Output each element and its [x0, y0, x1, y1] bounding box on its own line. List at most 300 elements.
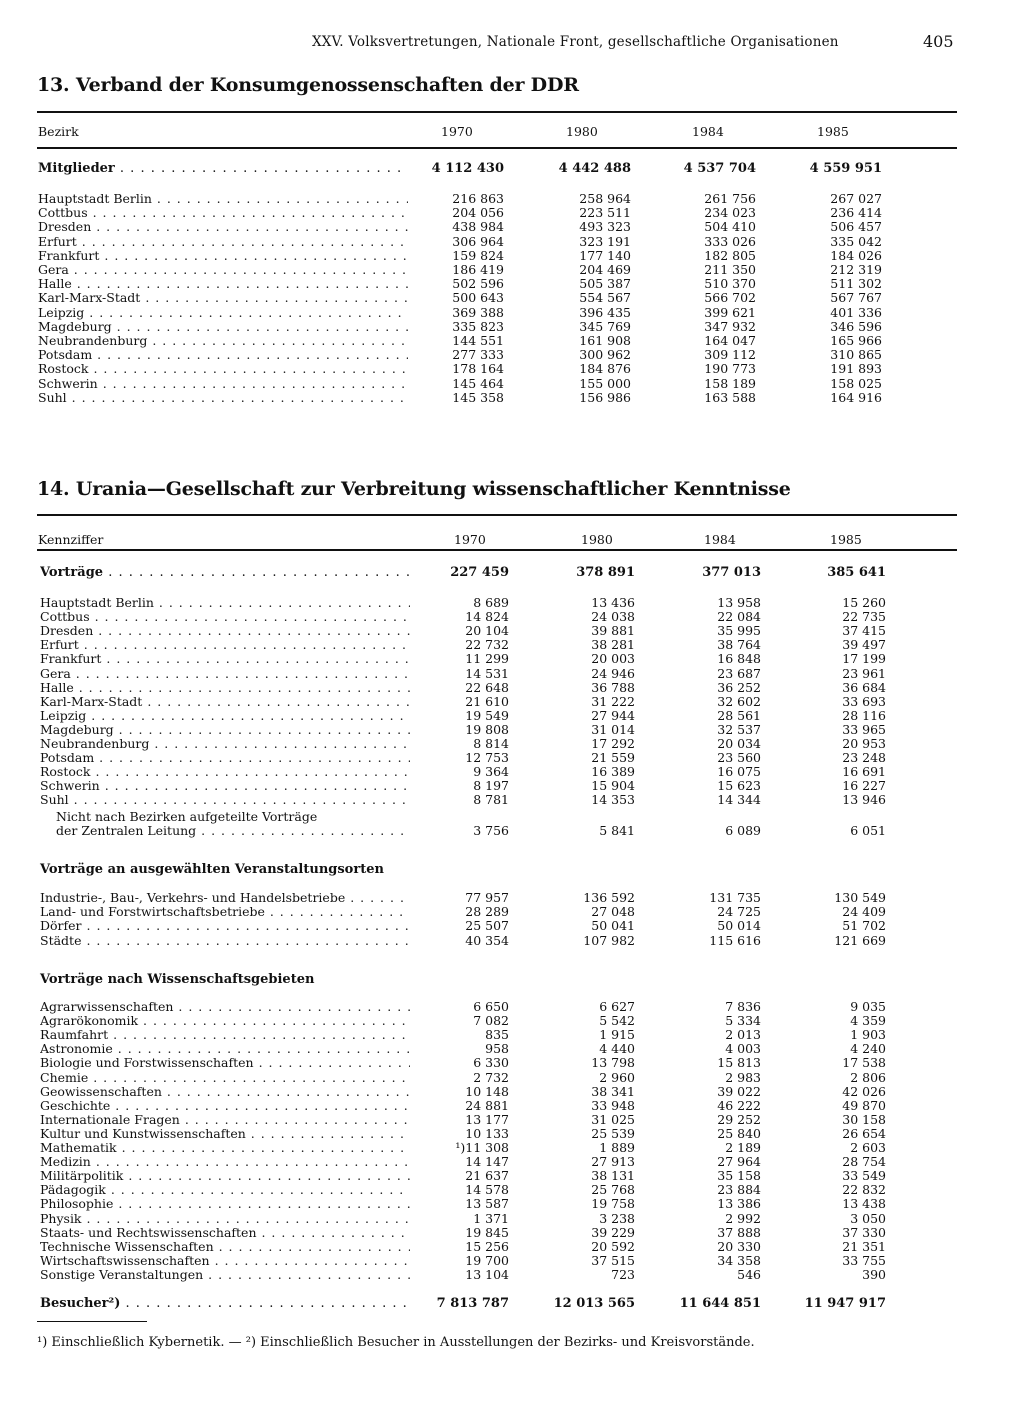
table-row [0, 1014, 1024, 1028]
row-label: Militärpolitik . . . [40, 1169, 410, 1183]
row-label: Schwerin . . . [38, 377, 408, 391]
cell-value: 32 537 [717, 721, 761, 737]
cell-value: 306 964 [452, 233, 504, 249]
cell-value: 7 836 [725, 999, 761, 1014]
table-row [0, 1226, 1024, 1240]
row-label: Philosophie . . . [40, 1197, 410, 1211]
row-label-line1: Nicht nach Bezirken aufgeteilte Vorträge [56, 809, 318, 824]
cell-value: 13 946 [842, 792, 886, 808]
table-row [0, 1240, 1024, 1254]
cell-value: 39 881 [591, 623, 635, 639]
table-row [0, 1071, 1024, 1085]
cell-value: 5 841 [599, 823, 635, 838]
row-label: Wirtschaftswissenschaften . . . [40, 1254, 410, 1268]
table-row [0, 306, 1024, 320]
cell-value: 190 773 [704, 361, 756, 377]
cell-value: 4 112 430 [431, 161, 504, 176]
table-row [0, 667, 1024, 681]
cell-value: 26 654 [842, 1125, 886, 1141]
cell-value: 13 386 [717, 1196, 761, 1212]
cell-value: 145 358 [452, 389, 504, 405]
cell-value: 144 551 [452, 333, 504, 348]
cell-value: 510 370 [704, 276, 756, 292]
row-label: Agrarwissenschaften . . . [40, 1000, 410, 1014]
table-row [0, 638, 1024, 652]
row-label: Potsdam . . . [38, 348, 408, 362]
row-label: Astronomie . . . [40, 1042, 410, 1056]
row-label: Hauptstadt Berlin . . . [40, 596, 410, 610]
cell-value: 34 358 [717, 1252, 761, 1268]
cell-value: 390 [862, 1266, 886, 1282]
row-label: Schwerin . . . [40, 779, 410, 793]
cell-value: 2 992 [725, 1210, 761, 1226]
cell-value: 2 013 [725, 1027, 761, 1043]
row-label: Neubrandenburg . . . [40, 737, 410, 751]
cell-value: 554 567 [579, 290, 631, 306]
table-row [0, 348, 1024, 362]
cell-value: 186 419 [452, 262, 504, 277]
column-header-year: 1984 [692, 124, 724, 139]
cell-value: 502 596 [452, 276, 504, 292]
cell-value: 30 158 [842, 1111, 886, 1127]
cell-value: 16 075 [717, 764, 761, 780]
cell-value: 33 948 [591, 1097, 635, 1113]
cell-value: 335 823 [452, 318, 504, 334]
cell-value: 29 252 [717, 1111, 761, 1127]
cell-value: 38 131 [591, 1168, 635, 1184]
cell-value: 37 415 [842, 623, 886, 639]
table-row [0, 610, 1024, 624]
subsection-heading: Vorträge an ausgewählten Veranstaltungsorten [40, 862, 384, 877]
cell-value: 15 623 [717, 778, 761, 794]
cell-value: 22 648 [465, 679, 509, 695]
cell-value: 4 240 [850, 1041, 886, 1057]
cell-value: 33 549 [842, 1168, 886, 1184]
cell-value: 13 958 [717, 595, 761, 610]
cell-value: 5 542 [599, 1013, 635, 1029]
cell-value: 300 962 [579, 347, 631, 363]
row-label: Suhl . . . [40, 793, 410, 807]
row-label: Frankfurt . . . [40, 652, 410, 666]
row-label: Besucher²) . . . [40, 1297, 410, 1311]
cell-value: 14 531 [465, 665, 509, 681]
table-row [0, 596, 1024, 610]
cell-value: 16 389 [591, 764, 635, 780]
cell-value: 261 756 [704, 191, 756, 206]
cell-value: 22 832 [842, 1182, 886, 1198]
table-row [0, 377, 1024, 391]
cell-value: 15 813 [717, 1055, 761, 1071]
cell-value: 31 025 [591, 1111, 635, 1127]
cell-value: 38 281 [591, 637, 635, 653]
row-label: Biologie und Forstwissenschaften . . . [40, 1056, 410, 1070]
cell-value: 6 051 [850, 823, 886, 838]
cell-value: 24 946 [591, 665, 635, 681]
cell-value: 211 350 [704, 262, 756, 277]
table-row [0, 723, 1024, 737]
row-label: Industrie-, Bau-, Verkehrs- und Handelsbetriebe . . . [40, 891, 410, 905]
cell-value: 8 781 [473, 792, 509, 808]
table-13-title: 13. Verband der Konsumgenossenschaften der DDR [37, 74, 579, 96]
row-label: Magdeburg . . . [38, 320, 408, 334]
cell-value: 28 754 [842, 1154, 886, 1170]
row-label: Geschichte . . . [40, 1099, 410, 1113]
cell-value: 2 960 [599, 1069, 635, 1085]
row-label: Gera . . . [38, 263, 408, 277]
cell-value: 309 112 [704, 347, 756, 363]
table-row [0, 1141, 1024, 1155]
table-row [0, 320, 1024, 334]
cell-value: 39 229 [591, 1224, 635, 1240]
cell-value: 37 515 [591, 1252, 635, 1268]
cell-value: 13 587 [465, 1196, 509, 1212]
cell-value: 24 881 [465, 1097, 509, 1113]
cell-value: 15 260 [842, 595, 886, 610]
cell-value: 177 140 [579, 247, 631, 263]
cell-value: 159 824 [452, 247, 504, 263]
cell-value: 35 995 [717, 623, 761, 639]
cell-value: 21 559 [591, 750, 635, 766]
row-label: Rostock . . . [40, 765, 410, 779]
cell-value: 178 164 [452, 361, 504, 377]
footnote-rule [37, 1321, 147, 1322]
cell-value: 204 056 [452, 205, 504, 221]
cell-value: 2 732 [473, 1069, 509, 1085]
cell-value: 396 435 [579, 304, 631, 320]
table-row [0, 934, 1024, 948]
row-label: Chemie . . . [40, 1071, 410, 1085]
cell-value: 335 042 [830, 233, 882, 249]
table-row [0, 1183, 1024, 1197]
table-row [0, 1042, 1024, 1056]
table-row [0, 249, 1024, 263]
cell-value: 163 588 [704, 389, 756, 405]
table-row [0, 1212, 1024, 1226]
cell-value: 506 457 [830, 219, 882, 235]
cell-value: 25 539 [591, 1125, 635, 1141]
cell-value: 4 537 704 [683, 161, 756, 176]
cell-value: 50 014 [717, 918, 761, 934]
cell-value: 347 932 [704, 318, 756, 334]
cell-value: 21 351 [842, 1238, 886, 1254]
cell-value: 23 248 [842, 750, 886, 766]
row-label: Cottbus . . . [38, 206, 408, 220]
table-row [0, 220, 1024, 234]
table-row [0, 1113, 1024, 1127]
table-row [0, 1056, 1024, 1070]
row-label: Pädagogik . . . [40, 1183, 410, 1197]
cell-value: 24 038 [591, 609, 635, 625]
cell-value: 2 806 [850, 1069, 886, 1085]
cell-value: 32 602 [717, 693, 761, 709]
table-row [0, 206, 1024, 220]
table-row [0, 263, 1024, 277]
cell-value: 131 735 [709, 890, 761, 905]
cell-value: 223 511 [579, 205, 631, 221]
table-row [0, 624, 1024, 638]
row-label: Potsdam . . . [40, 751, 410, 765]
cell-value: 158 189 [704, 375, 756, 391]
cell-value: 345 769 [579, 318, 631, 334]
cell-value: 14 344 [717, 792, 761, 808]
table-row [0, 334, 1024, 348]
cell-value: 378 891 [576, 565, 635, 580]
table-row [0, 1169, 1024, 1183]
row-label: Rostock . . . [38, 362, 408, 376]
table-row [0, 824, 1024, 838]
column-header-year: 1985 [830, 532, 862, 547]
cell-value: 10 133 [465, 1125, 509, 1141]
cell-value: 11 299 [465, 651, 509, 667]
cell-value: 12 013 565 [553, 1296, 635, 1311]
cell-value: 145 464 [452, 375, 504, 391]
running-head: XXV. Volksvertretungen, Nationale Front, gesellschaftliche Organisationen [312, 34, 839, 50]
cell-value: 310 865 [830, 347, 882, 363]
cell-value: 17 538 [842, 1055, 886, 1071]
cell-value: 723 [611, 1266, 635, 1282]
table-row [0, 905, 1024, 919]
cell-value: 3 756 [473, 823, 509, 838]
cell-value: 5 334 [725, 1013, 761, 1029]
cell-value: 130 549 [834, 890, 886, 905]
cell-value: 22 735 [842, 609, 886, 625]
cell-value: 385 641 [827, 565, 886, 580]
cell-value: 51 702 [842, 918, 886, 934]
cell-value: 9 364 [473, 764, 509, 780]
table-row [0, 162, 1024, 176]
subsection-heading: Vorträge nach Wissenschaftsgebieten [40, 972, 315, 987]
cell-value: 4 559 951 [809, 161, 882, 176]
cell-value: ¹)11 308 [455, 1140, 509, 1155]
table-row [0, 779, 1024, 793]
table-row [0, 291, 1024, 305]
cell-value: 23 884 [717, 1182, 761, 1198]
column-header-year: 1980 [566, 124, 598, 139]
row-label: Leipzig . . . [38, 306, 408, 320]
cell-value: 267 027 [830, 191, 882, 206]
cell-value: 236 414 [830, 205, 882, 221]
row-label: Cottbus . . . [40, 610, 410, 624]
cell-value: 9 035 [850, 999, 886, 1014]
cell-value: 8 814 [473, 736, 509, 751]
cell-value: 212 319 [830, 262, 882, 277]
cell-value: 40 354 [465, 932, 509, 948]
cell-value: 22 732 [465, 637, 509, 653]
cell-value: 12 753 [465, 750, 509, 766]
cell-value: 1 903 [850, 1027, 886, 1043]
table-row [0, 1297, 1024, 1311]
cell-value: 17 199 [842, 651, 886, 667]
cell-value: 33 965 [842, 721, 886, 737]
cell-value: 23 687 [717, 665, 761, 681]
table-row [0, 919, 1024, 933]
table-row [0, 652, 1024, 666]
row-label: Dresden . . . [38, 220, 408, 234]
cell-value: 20 953 [842, 736, 886, 751]
cell-value: 15 904 [591, 778, 635, 794]
cell-value: 19 845 [465, 1224, 509, 1240]
cell-value: 567 767 [830, 290, 882, 306]
row-label: Erfurt . . . [40, 638, 410, 652]
cell-value: 258 964 [579, 191, 631, 206]
cell-value: 377 013 [702, 565, 761, 580]
table-row [0, 695, 1024, 709]
table-row [0, 235, 1024, 249]
cell-value: 184 876 [579, 361, 631, 377]
cell-value: 25 507 [465, 918, 509, 934]
cell-value: 28 116 [842, 707, 886, 723]
cell-value: 1 915 [599, 1027, 635, 1043]
cell-value: 2 983 [725, 1069, 761, 1085]
cell-value: 155 000 [579, 375, 631, 391]
cell-value: 216 863 [452, 191, 504, 206]
cell-value: 46 222 [717, 1097, 761, 1113]
cell-value: 438 984 [452, 219, 504, 235]
table-row [0, 681, 1024, 695]
row-label: Karl-Marx-Stadt . . . [40, 695, 410, 709]
row-label: Dresden . . . [40, 624, 410, 638]
cell-value: 38 764 [717, 637, 761, 653]
row-label: Staats- und Rechtswissenschaften . . . [40, 1226, 410, 1240]
cell-value: 49 870 [842, 1097, 886, 1113]
table-13-header-rule [37, 147, 957, 149]
row-label: Dörfer . . . [40, 919, 410, 933]
row-label: Erfurt . . . [38, 235, 408, 249]
table-row [0, 709, 1024, 723]
row-label: Karl-Marx-Stadt . . . [38, 291, 408, 305]
cell-value: 399 621 [704, 304, 756, 320]
cell-value: 19 700 [465, 1252, 509, 1268]
row-label: Medizin . . . [40, 1155, 410, 1169]
table-row [0, 1028, 1024, 1042]
cell-value: 4 440 [599, 1041, 635, 1057]
cell-value: 20 592 [591, 1238, 635, 1254]
table-row [0, 1268, 1024, 1282]
cell-value: 4 442 488 [558, 161, 631, 176]
cell-value: 191 893 [830, 361, 882, 377]
cell-value: 546 [737, 1266, 761, 1282]
table-14-top-rule [37, 514, 957, 516]
column-header-label: Kennziffer [38, 532, 104, 547]
table-row [0, 1127, 1024, 1141]
cell-value: 277 333 [452, 347, 504, 363]
cell-value: 28 561 [717, 707, 761, 723]
row-label: Halle . . . [40, 681, 410, 695]
cell-value: 24 409 [842, 904, 886, 920]
cell-value: 23 961 [842, 665, 886, 681]
cell-value: 835 [485, 1027, 509, 1043]
cell-value: 15 256 [465, 1238, 509, 1254]
row-label: Sonstige Veranstaltungen . . . [40, 1268, 410, 1282]
cell-value: 27 964 [717, 1154, 761, 1170]
cell-value: 204 469 [579, 262, 631, 277]
row-label: Magdeburg . . . [40, 723, 410, 737]
cell-value: 136 592 [583, 890, 635, 905]
table-row [0, 391, 1024, 405]
row-label: Raumfahrt . . . [40, 1028, 410, 1042]
cell-value: 16 848 [717, 651, 761, 667]
cell-value: 31 014 [591, 721, 635, 737]
cell-value: 6 627 [599, 999, 635, 1014]
row-label: Halle . . . [38, 277, 408, 291]
column-header-year: 1970 [454, 532, 486, 547]
column-header-year: 1985 [817, 124, 849, 139]
cell-value: 7 813 787 [436, 1296, 509, 1311]
cell-value: 36 788 [591, 679, 635, 695]
row-label: Hauptstadt Berlin . . . [38, 192, 408, 206]
cell-value: 323 191 [579, 233, 631, 249]
cell-value: 39 022 [717, 1083, 761, 1099]
table-row [0, 737, 1024, 751]
cell-value: 28 289 [465, 904, 509, 920]
cell-value: 25 840 [717, 1125, 761, 1141]
cell-value: 27 048 [591, 904, 635, 920]
row-label: Suhl . . . [38, 391, 408, 405]
table-row [0, 1099, 1024, 1113]
cell-value: 6 650 [473, 999, 509, 1014]
cell-value: 182 805 [704, 247, 756, 263]
cell-value: 156 986 [579, 389, 631, 405]
cell-value: 16 227 [842, 778, 886, 794]
cell-value: 14 578 [465, 1182, 509, 1198]
cell-value: 11 947 917 [804, 1296, 886, 1311]
cell-value: 346 596 [830, 318, 882, 334]
cell-value: 2 189 [725, 1140, 761, 1155]
cell-value: 8 689 [473, 595, 509, 610]
cell-value: 19 549 [465, 707, 509, 723]
cell-value: 14 824 [465, 609, 509, 625]
cell-value: 165 966 [830, 333, 882, 348]
footnotes: ¹) Einschließlich Kybernetik. — ²) Einschließlich Besucher in Ausstellungen der Bezirks- und Kreisvorstände. [37, 1335, 755, 1350]
cell-value: 13 177 [465, 1111, 509, 1127]
cell-value: 24 725 [717, 904, 761, 920]
cell-value: 19 808 [465, 721, 509, 737]
table-row [0, 1000, 1024, 1014]
cell-value: 39 497 [842, 637, 886, 653]
table-row [0, 192, 1024, 206]
table-row [0, 765, 1024, 779]
table-row [0, 1155, 1024, 1169]
table-row [0, 1254, 1024, 1268]
cell-value: 164 916 [830, 389, 882, 405]
cell-value: 234 023 [704, 205, 756, 221]
cell-value: 20 330 [717, 1238, 761, 1254]
cell-value: 504 410 [704, 219, 756, 235]
cell-value: 115 616 [709, 932, 761, 948]
cell-value: 21 637 [465, 1168, 509, 1184]
row-label: Kultur und Kunstwissenschaften . . . [40, 1127, 410, 1141]
cell-value: 1 371 [473, 1210, 509, 1226]
row-label: Technische Wissenschaften . . . [40, 1240, 410, 1254]
cell-value: 13 438 [842, 1196, 886, 1212]
cell-value: 21 610 [465, 693, 509, 709]
cell-value: 958 [485, 1041, 509, 1057]
cell-value: 184 026 [830, 247, 882, 263]
cell-value: 511 302 [830, 276, 882, 292]
cell-value: 37 330 [842, 1224, 886, 1240]
cell-value: 4 359 [850, 1013, 886, 1029]
cell-value: 33 693 [842, 693, 886, 709]
cell-value: 19 758 [591, 1196, 635, 1212]
row-label: Vorträge . . . [40, 566, 410, 580]
cell-value: 11 644 851 [679, 1296, 761, 1311]
cell-value: 16 691 [842, 764, 886, 780]
cell-value: 17 292 [591, 736, 635, 751]
row-label: Frankfurt . . . [38, 249, 408, 263]
cell-value: 22 084 [717, 609, 761, 625]
cell-value: 7 082 [473, 1013, 509, 1029]
cell-value: 4 003 [725, 1041, 761, 1057]
